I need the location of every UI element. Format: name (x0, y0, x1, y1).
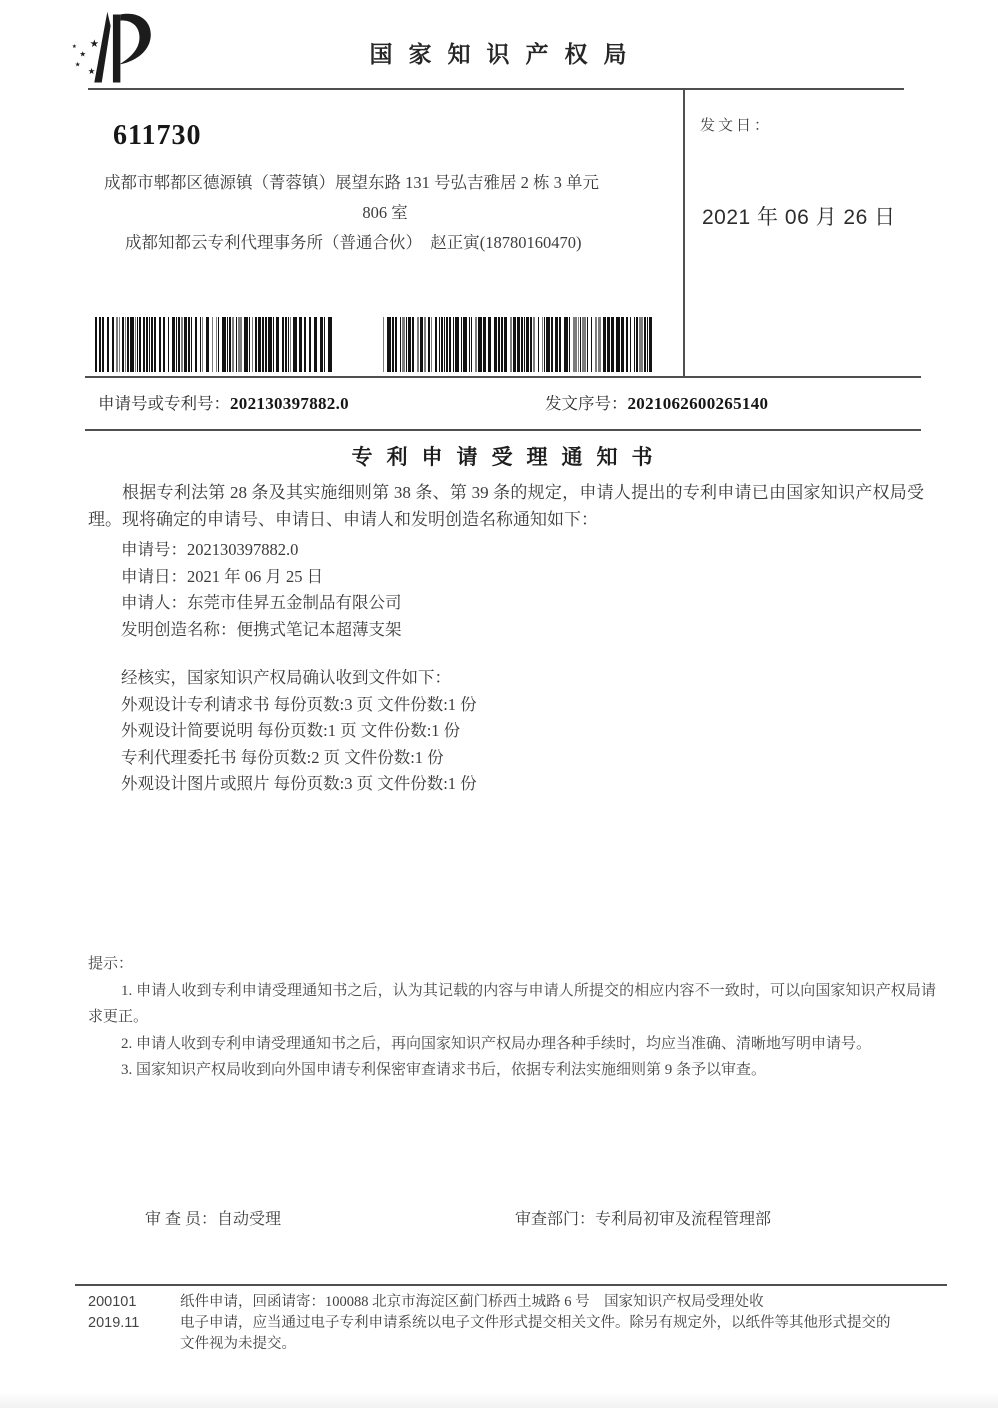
examiner-row (145, 1206, 281, 1229)
tips-section (88, 951, 936, 1084)
received-item: 专利代理委托书 每份页数:2 页 文件份数:1 份 (121, 747, 444, 767)
examiner-label: 审 查 员： (145, 1211, 218, 1228)
application-number-value: 202130397882.0 (230, 394, 349, 413)
footer-paper-line: 纸件申请，回函请寄：100088 北京市海淀区蓟门桥西土城路 6 号 国家知识产权局受理处收 (180, 1294, 764, 1310)
department-label: 审查部门： (515, 1211, 596, 1228)
tips-label: 提示： (88, 956, 134, 972)
received-intro: 经核实，国家知识产权局确认收到文件如下： (121, 668, 451, 687)
department-row (515, 1206, 771, 1229)
dispatch-box-divider (683, 88, 685, 378)
ref-row-top-divider (85, 376, 921, 378)
svg-text:★: ★ (79, 49, 87, 59)
address-line-1: 成都市郫都区德源镇（菁蓉镇）展望东路 131 号弘吉雅居 2 栋 3 单元 (104, 173, 599, 192)
address-line-2: 806 室 (362, 203, 408, 222)
ref-row-bottom-divider (85, 429, 921, 431)
header-divider (88, 88, 904, 90)
notice-title: 专利申请受理通知书 (351, 445, 667, 469)
footer-electronic-line: 电子申请，应当通过电子专利申请系统以电子文件形式提交相关文件。除另有规定外，以纸件等其他形式提交的文件视为未提交。 (180, 1315, 891, 1352)
recipient-address-block (104, 168, 666, 258)
tip-item-3: 3. 国家知识产权局收到向外国申请专利保密审查请求书后，依据专利法实施细则第 9 条予以审查。 (121, 1062, 767, 1078)
svg-text:★: ★ (74, 61, 81, 69)
serial-number-label: 发文序号： (545, 394, 628, 413)
footer (88, 1292, 948, 1355)
form-codes (88, 1292, 180, 1355)
application-number-label: 申请号或专利号： (98, 394, 230, 413)
org-title: 国家知识产权局 (369, 42, 643, 67)
barcode-application (95, 317, 333, 372)
serial-number-row (545, 390, 768, 414)
postal-code: 611730 (113, 120, 202, 151)
application-number-row (98, 390, 349, 414)
svg-text:★: ★ (89, 39, 99, 51)
barcode-serial (383, 317, 655, 372)
dispatch-date-value: 2021 年 06 月 26 日 (702, 206, 896, 229)
tip-item-2: 2. 申请人收到专利申请受理通知书之后，再向国家知识产权局办理各种手续时，均应当准确、清晰地写明申请号。 (121, 1035, 872, 1052)
received-item: 外观设计简要说明 每份页数:1 页 文件份数:1 份 (121, 721, 461, 740)
received-item: 外观设计图片或照片 每份页数:3 页 文件份数:1 份 (121, 774, 477, 793)
notice-intro-paragraph: 根据专利法第 28 条及其实施细则第 38 条、第 39 条的规定，申请人提出的专利申请已由国家知识产权局受理。现将确定的申请号、申请日、申请人和发明创造名称通知如下： (88, 483, 924, 529)
footer-divider (75, 1284, 947, 1286)
application-fields (121, 537, 402, 643)
form-date: 2019.11 (88, 1315, 140, 1331)
field-invention-title: 发明创造名称：便携式笔记本超薄支架 (121, 619, 402, 639)
agency-line: 成都知都云专利代理事务所（普通合伙） 赵正寅(18780160470) (125, 233, 582, 252)
dispatch-date-label: 发文日： (700, 118, 773, 134)
examiner-value: 自动受理 (217, 1211, 282, 1228)
svg-text:★: ★ (71, 44, 77, 51)
form-code: 200101 (88, 1294, 137, 1310)
footer-instructions (180, 1292, 892, 1355)
department-value: 专利局初审及流程管理部 (595, 1211, 772, 1228)
svg-text:★: ★ (87, 67, 96, 77)
serial-number-value: 2021062600265140 (627, 394, 769, 413)
tip-item-1: 1. 申请人收到专利申请受理通知书之后，认为其记载的内容与申请人所提交的相应内容不一致时，可以向国家知识产权局请求更正。 (88, 982, 936, 1025)
field-application-date: 申请日：2021 年 06 月 25 日 (121, 566, 324, 586)
field-application-number: 申请号：202130397882.0 (121, 540, 299, 559)
field-applicant: 申请人：东莞市佳昇五金制品有限公司 (121, 593, 402, 612)
received-documents (121, 665, 477, 798)
received-item: 外观设计专利请求书 每份页数:3 页 文件份数:1 份 (121, 694, 477, 714)
